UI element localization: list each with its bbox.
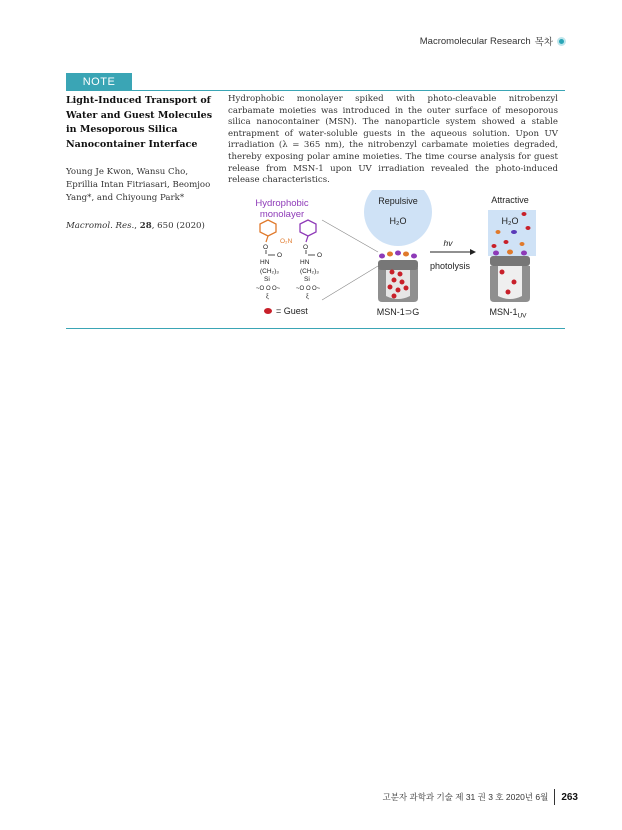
svg-text:Si: Si (304, 276, 310, 283)
svg-text:O: O (263, 244, 269, 251)
bottom-divider (66, 328, 565, 329)
msn-container-released (490, 250, 530, 303)
article-meta (66, 94, 218, 231)
article-authors: Young Je Kwon, Wansu Cho, Eprillia Intan Fitriasari, Beomjoo Yang*, and Chiyoung Park* (66, 167, 211, 203)
toc-link[interactable]: 목차 (534, 37, 553, 48)
hydrophobic-label-1: Hydrophobic (255, 198, 309, 209)
photolysis-label: photolysis (429, 261, 471, 271)
hv-label: hv (443, 238, 453, 248)
footer-journal-info: 고분자 과학과 기술 제 31 권 3 호 2020년 6월 (382, 792, 549, 802)
svg-text:~O: ~O (256, 286, 265, 292)
msn-loaded-caption: MSN-1⊃G (376, 307, 420, 317)
msn-released-caption: MSN-$1_{UV}$ (489, 307, 527, 320)
benzyl-carbamate-structure (256, 220, 282, 300)
svg-text:(CH₂)₃: (CH₂)₃ (300, 268, 319, 275)
svg-text:O: O (266, 286, 271, 292)
svg-text:(CH₂)₃: (CH₂)₃ (260, 268, 279, 275)
note-badge: NOTE (66, 73, 132, 90)
svg-text:~O: ~O (296, 286, 305, 292)
running-header (420, 34, 566, 48)
svg-text:HN: HN (300, 259, 310, 266)
top-divider (66, 90, 565, 91)
hydrophobic-label-2: monolayer (259, 209, 305, 220)
journal-label: Macromolecular Research (419, 35, 531, 47)
guest-legend-label: = Guest (276, 306, 308, 316)
nitrobenzyl-carbamate-structure (280, 220, 322, 300)
svg-text:O: O (317, 252, 323, 259)
citation-volume: 28 (139, 221, 152, 231)
svg-text:O~: O~ (272, 286, 281, 292)
page-footer (382, 789, 578, 805)
repulsive-label: Repulsive (378, 196, 418, 206)
guest-legend-icon (264, 308, 272, 314)
page-number: 263 (561, 791, 578, 803)
toc-dot-icon[interactable] (557, 37, 566, 46)
attractive-label: Attractive (491, 195, 529, 205)
svg-text:O: O (277, 252, 283, 259)
svg-text:ξ: ξ (306, 294, 309, 300)
article-title: Light-Induced Transport of Water and Guest Molecules in Mesoporous Silica Nanocontainer Interface (66, 95, 213, 150)
article-abstract: Hydrophobic monolayer spiked with photo-cleavable nitrobenzyl carbamate moieties was introduced in the outer surface of mesoporous silica nanocontainer (MSN). The nanoparticle system showed a stable entrapment of water-soluble guests in the aqueous solution. Upon UV irradiation (λ = 365 nm), the nitrobenzyl carbamate moieties degraded, thereby exposing polar amine moieties. The time course analysis for guest release from MSN-1 upon UV irradiation revealed the photo-induced release characteristics. (228, 94, 558, 186)
toc-graphic (222, 190, 562, 322)
toc-graphic-svg (222, 190, 562, 322)
citation-journal: Macromol. Res. (66, 221, 135, 231)
svg-text:ξ: ξ (266, 294, 269, 300)
citation-pages: , 650 (2020) (151, 221, 205, 231)
svg-text:HN: HN (260, 259, 270, 266)
msn-container-loaded (378, 251, 418, 303)
article-citation: Macromol. Res., 28, 650 (2020) (66, 221, 205, 231)
svg-text:Si: Si (264, 276, 270, 283)
water-right-label: H₂O (501, 216, 519, 226)
footer-separator (554, 789, 555, 805)
svg-text:O~: O~ (312, 286, 321, 292)
o2n-label: O₂N (280, 238, 293, 245)
svg-text:O: O (306, 286, 311, 292)
water-left-label: H₂O (389, 216, 407, 226)
svg-text:O: O (303, 244, 309, 251)
